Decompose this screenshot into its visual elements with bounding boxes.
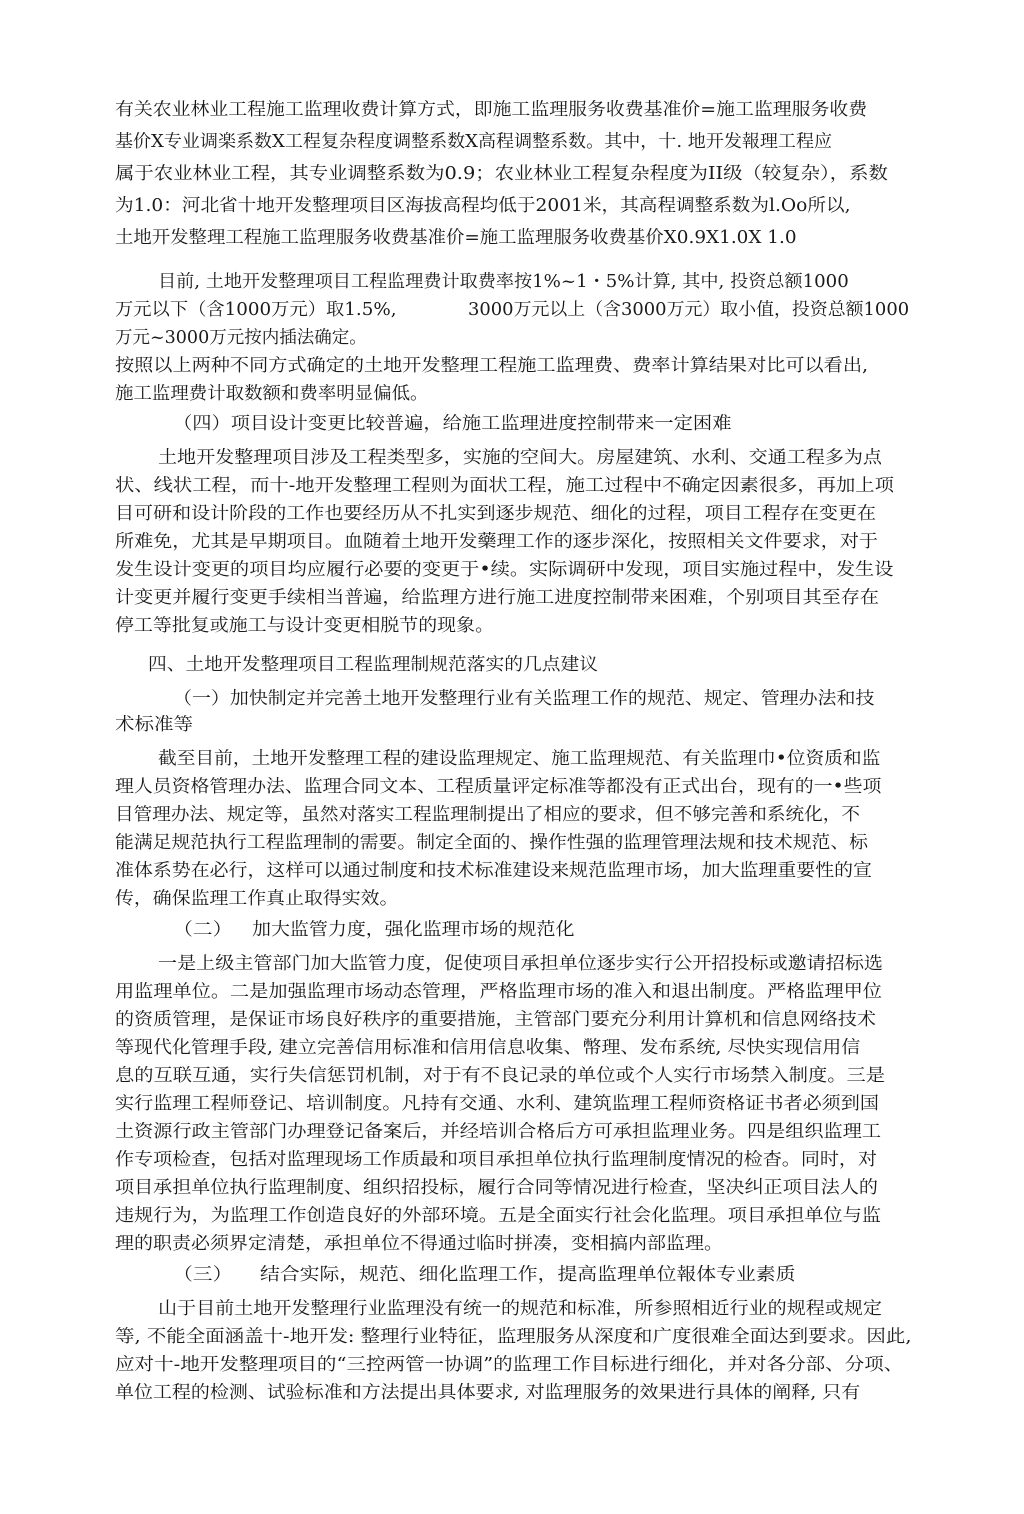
text-line: 土地开发整理工程施工监理服务收费基准价=施工监理服务收费基价X0.9X1.0X 1.0 xyxy=(115,228,797,248)
text-line: 理人员资格管理办法、监理合同文本、工程质量评定标准等都没有正式出台，现有的一•些项 xyxy=(115,777,882,797)
text-line: 基价X专业调楽系数X工程复杂程度调整系数X高程调整系数。其中，十. 地开发報理工程应 xyxy=(115,132,833,152)
text-line: （二） xyxy=(173,920,233,940)
text-line: 实行监理工程师登记、培训制度。凡持有交通、水利、建筑监理工程师资格证书者必须到国 xyxy=(115,1094,879,1114)
text-line: 山于目前土地开发整理行业监理没有统一的规范和标准，所参照相近行业的规程或规定 xyxy=(158,1299,882,1319)
text-line: 按照以上两种不同方式确定的土地开发整理工程施工监理费、费率计算结果对比可以看出, xyxy=(115,356,869,376)
text-line: （四）项目设计变更比较普遍，给施工监理进度控制带来一定困难 xyxy=(173,414,732,434)
text-line: 有关农业林业工程施工监理收费计算方式，即施工监理服务收费基准价=施工监理服务收费 xyxy=(115,100,868,120)
text-line: 所难免，尤其是早期项目。血随着土地开发藥理工作的逐步深化，按照相关文件要求，对于 xyxy=(115,532,878,552)
text-line: 准体系势在必行，这样可以通过制度和技术标准建设来规范监理市场，加大监理重要性的宣 xyxy=(115,861,872,881)
text-line: 为1.0：河北省十地开发整理项目区海拔高程均低于2001米，其高程调整系数为l.Oo所以, xyxy=(115,196,851,216)
text-line: （一）加快制定并完善土地开发整理行业有关监理工作的规范、规定、管理办法和技 xyxy=(173,689,875,709)
text-line: 息的互联互通，实行失信惩罚机制，对于有不良记录的单位或个人实行市场禁入制度。三是 xyxy=(115,1066,885,1086)
text-line: 计变更并履行变更手续相当普遍，给监理方进行施工进度控制带来困难，个别项目其至存在 xyxy=(115,588,879,608)
text-line: 目前, 土地开发整理项目工程监理费计取费率按1%~1・5%计算, 其中, 投资总额1000 xyxy=(158,272,849,292)
text-line: 传，确保监理工作真止取得实效。 xyxy=(115,889,399,909)
text-line: 状、线状工程，而十-地开发整理工程则为面状工程，施工过程中不确定因素很多，再加上项 xyxy=(115,476,894,496)
text-line: 能满足规范执行工程监理制的需要。制定全面的、操作性强的监理管理法规和技术规范、标 xyxy=(115,833,868,853)
text-line: 停工等批复或施工与设计变更相脱节的现象。 xyxy=(115,616,495,636)
text-line: 违规行为，为监理工作创造良好的外部环境。五是全面实行社会化监理。项目承担单位与监 xyxy=(115,1206,882,1226)
text-line: 术标准等 xyxy=(115,715,194,735)
text-line: 等现代化管理手段, 建立完善信用标准和信用信息收集、幣理、发布系统, 尽快实现信用信 xyxy=(115,1038,861,1058)
text-line: 加大监管力度，强化监理市场的规范化 xyxy=(252,920,575,940)
text-line: 单位工程的检测、试验标准和方法提出具体要求, 对监理服务的效果进行具体的阐释, 只有 xyxy=(115,1383,861,1403)
text-line: 作专项检查，包括对监理现场工作质最和项目承担单位执行监理制度情况的检杳。同时，对 xyxy=(115,1150,878,1170)
text-line: 土地开发整理项目涉及工程类型多，实施的空间大。房屋建筑、水利、交通工程多为点 xyxy=(158,448,882,468)
text-line: 理的职责必须界定清楚，承担单位不得通过临时拼凑，变相搞内部监理。 xyxy=(115,1234,723,1254)
text-line: 万元~3000万元按内插法确定。 xyxy=(115,328,367,348)
text-line: 施工监理费计取数额和费率明显偏低。 xyxy=(115,384,429,404)
text-line: 3000万元以上（含3000万元）取小值，投资总额1000 xyxy=(468,300,910,320)
text-line: 土资源行政主管部门办理登记备案后，并经培训合格后方可承担监理业务。四是组织监理工 xyxy=(115,1122,882,1142)
text-line: （三） xyxy=(173,1265,233,1285)
text-line: 目管理办法、规定等，虽然对落实工程监理制提出了相应的要求，但不够完善和系统化，不 xyxy=(115,805,861,825)
text-line: 结合实际，规范、细化监理工作，提高监理单位報体专业素质 xyxy=(260,1265,796,1285)
text-line: 应对十-地开发整理项目的“三控两管一协调”的监理工作目标进行细化，并对各分部、分项、 xyxy=(115,1355,904,1375)
text-line: 目可研和设计阶段的工作也要经历从不扎实到逐步规范、细化的过程，项目工程存在变更在 xyxy=(115,504,876,524)
text-line: 发生设计变更的项目均应履行必要的变更于•续。实际调研中发现，项目实施过程中，发生设 xyxy=(115,560,894,580)
text-line: 截至目前，土地开发整理工程的建设监理规定、施工监理规范、有关监理巾•位资质和监 xyxy=(158,749,881,769)
text-line: 四、土地开发整理项目工程监理制规范落实的几点建议 xyxy=(148,655,598,675)
text-line: 属于农业林业工程，其专业调整系数为0.9；农业林业工程复杂程度为II级（较复杂），系数 xyxy=(115,164,888,184)
text-line: 一是上级主管部门加大监管力度，促使项目承担单位逐步实行公开招投标或邀请招标选 xyxy=(158,954,883,974)
text-line: 等, 不能全面涵盖十-地开发: 整理行业特征，监理服务从深度和广度很难全面达到要求。因此, xyxy=(115,1327,912,1347)
text-line: 的资质管理，是保证市场良好秩序的重要措施，主管部门要充分利用计算机和信息网络技术 xyxy=(115,1010,876,1030)
text-line: 万元以下（含1000万元）取1.5%, xyxy=(115,300,397,320)
text-line: 项目承担单位执行监理制度、组织招投标，履行合同等情况进行检查，坚决纠正项目法人的 xyxy=(115,1178,878,1198)
text-line: 用监理单位。二是加强监理市场动态管理，严格监理市场的准入和退出制度。严格监理甲位 xyxy=(115,982,882,1002)
